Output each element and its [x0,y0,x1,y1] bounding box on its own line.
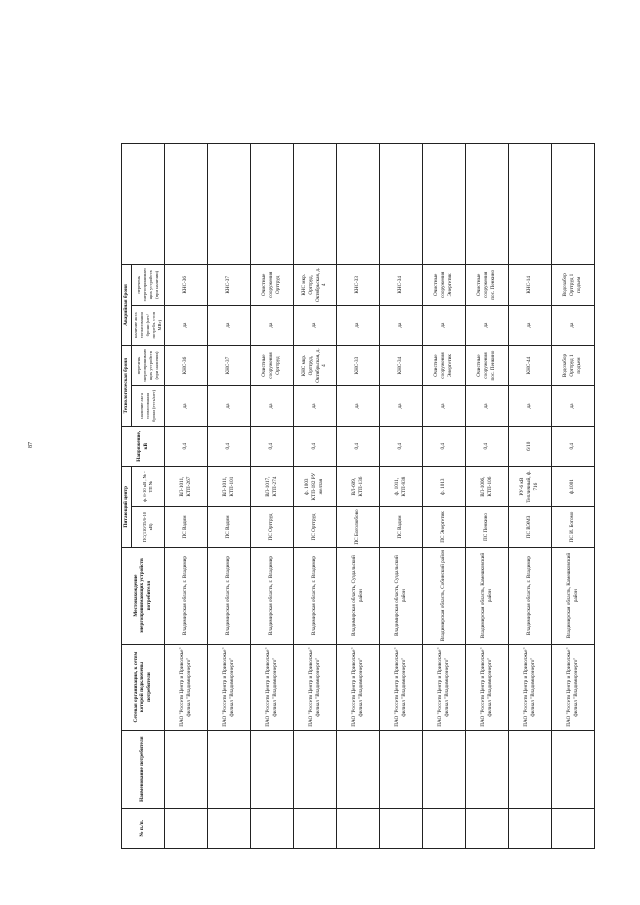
grid-org-cell: ПАО "Россети Центр и Приволжье" филиал "Владимирэнерго" [250,644,293,730]
tech-list-cell: КНС-33 [336,345,379,385]
emerg-list-cell: Водозабор Орттруд 1 подъем [551,265,594,305]
empty-num [465,808,508,848]
tech-act-cell: да [336,386,379,426]
empty-num [422,808,465,848]
tech-act-cell: да [293,386,336,426]
location-cell: Владимирская область, Суздальский район [336,547,379,644]
emerg-list-cell: КНС-14 [508,265,551,305]
header-location: Местонахождение энергопринимающих устройств потребителя [122,547,165,644]
empty-num [250,808,293,848]
empty-num [293,808,336,848]
voltage-cell: 0,4 [551,426,594,466]
spacer-cell [379,144,422,265]
header-tech-armor: Технологическая броня [122,345,132,426]
header-row [122,144,132,849]
emerg-list-cell: Очистные сооружения пос. Пенкино [465,265,508,305]
feed-ps-cell: ПС Вадим [379,507,422,547]
voltage-cell: 0,4 [207,426,250,466]
empty-consumer [164,730,207,808]
feed-line-cell: ВЛ-1006, КТП-106 [465,466,508,506]
spacer-cell [207,144,250,265]
location-cell: Владимирская область, Камешковский район [465,547,508,644]
spacer-cell [164,144,207,265]
feed-line-cell: РУ-6 кВ Тепличный, ф. 716 [508,466,551,506]
emerg-list-cell: КНС-34 [379,265,422,305]
emerg-list-cell: КНС мкр. Орттруд, Октябрьская, д. 4 [293,265,336,305]
emerg-act-cell: да [250,305,293,345]
feed-ps-cell: ПС Пенкино [465,507,508,547]
location-cell: Владимирская область, Камешковский район [551,547,594,644]
tech-act-cell: да [465,386,508,426]
feed-ps-cell: ПС Вадим [207,507,250,547]
header-tech-act: наличие акта согласования брони (есть/нет) [131,386,164,426]
table-row [250,144,293,849]
feed-line-cell: ВЛ-1011, КТП-101 [207,466,250,506]
spacer-cell [250,144,293,265]
emerg-act-cell: да [293,305,336,345]
empty-num [336,808,379,848]
grid-org-cell: ПАО "Россети Центр и Приволжье" филиал "Владимирэнерго" [465,644,508,730]
feed-line-cell: ф. 1011, КТП-838 [379,466,422,506]
emerg-list-cell: КНС-36 [164,265,207,305]
spacer-cell [293,144,336,265]
empty-consumer [465,730,508,808]
grid-org-cell: ПАО "Россети Центр и Приволжье" филиал "Владимирэнерго" [207,644,250,730]
grid-org-cell: ПАО "Россети Центр и Приволжье" филиал "Владимирэнерго" [551,644,594,730]
feed-ps-cell: ПС И. Богомо [551,507,594,547]
document-table-area [121,143,612,849]
voltage-cell: 0,4 [336,426,379,466]
table-row [293,144,336,849]
tech-list-cell: КНС-44 [508,345,551,385]
emerg-act-cell: да [164,305,207,345]
feed-line-cell: ф. 1003 КТП-182 РУ желтая [293,466,336,506]
feed-line-cell: ВЛ-609, КТП-136 [336,466,379,506]
table-row [379,144,422,849]
location-cell: Владимирская область, Суздальский район [379,547,422,644]
table-row [336,144,379,849]
rotated-table [121,143,612,849]
grid-org-cell: ПАО "Россети Центр и Приволжье" филиал "Владимирэнерго" [508,644,551,730]
page-number: 87 [28,442,34,448]
header-grid-org: Сетевая организация, к сетям которой подключены потребители [122,644,165,730]
empty-consumer [250,730,293,808]
tech-list-cell: Очистные сооружения пос. Пенкино [465,345,508,385]
header-emerg-armor: Аварийная броня [122,265,132,346]
tech-list-cell: КНС-37 [207,345,250,385]
emerg-act-cell: да [336,305,379,345]
header-emerg-act: наличие акта согласования брони (нет/потребл. стоп МВт) [131,305,164,345]
empty-consumer [336,730,379,808]
tech-act-cell: да [422,386,465,426]
voltage-cell: 0,4 [465,426,508,466]
feed-ps-cell: ПС ВЭМЗ [508,507,551,547]
grid-org-cell: ПАО "Россети Центр и Приволжье" филиал "Владимирэнерго" [422,644,465,730]
empty-num [164,808,207,848]
feed-line-cell: ВЛ-1017, КТП-274 [250,466,293,506]
location-cell: Владимирская область, Собинский район [422,547,465,644]
tech-act-cell: да [207,386,250,426]
feed-ps-cell: ПС Вадим [164,507,207,547]
header-num: № п./п. [122,808,165,848]
tech-list-cell: КНС-36 [164,345,207,385]
empty-num [551,808,594,848]
location-cell: Владимирская область, г. Владимир [250,547,293,644]
feed-line-cell: ф.1001 [551,466,594,506]
empty-consumer [508,730,551,808]
tech-list-cell: КНС мкр. Орттруд, Октябрьская, д. 4 [293,345,336,385]
grid-org-cell: ПАО "Россети Центр и Приволжье" филиал "Владимирэнерго" [336,644,379,730]
feed-line-cell: ф. 1013 [422,466,465,506]
voltage-cell: 0,4 [250,426,293,466]
tech-list-cell: Водозабор Орттруд 1 подъем [551,345,594,385]
table-row [207,144,250,849]
header-feed-center: Питающий центр [122,466,132,547]
voltage-cell: 6/10 [508,426,551,466]
header-feed-line: ф. 6-10 кВ , № - ТП № [131,466,164,506]
voltage-cell: 0,4 [293,426,336,466]
location-cell: Владимирская область, г. Владимир [508,547,551,644]
emerg-list-cell: КНС-37 [207,265,250,305]
tech-act-cell: да [551,386,594,426]
grid-org-cell: ПАО "Россети Центр и Приволжье" филиал "Владимирэнерго" [379,644,422,730]
grid-org-cell: ПАО "Россети Центр и Приволжье" филиал "Владимирэнерго" [164,644,207,730]
spacer-cell [551,144,594,265]
voltage-cell: 0,4 [422,426,465,466]
table-row [164,144,207,849]
feed-ps-cell: ПС Энергетик [422,507,465,547]
spacer-cell [508,144,551,265]
grid-org-cell: ПАО "Россети Центр и Приволжье" филиал "Владимирэнерго" [293,644,336,730]
tech-list-cell: КНС-34 [379,345,422,385]
empty-num [508,808,551,848]
emerg-list-cell: Очистные сооружения Орттруд [250,265,293,305]
empty-consumer [379,730,422,808]
tech-act-cell: да [250,386,293,426]
header-emerg-list: перечень энергопринимающих устройств (при наличии) [131,265,164,305]
emerg-act-cell: да [508,305,551,345]
table-row [422,144,465,849]
header-feed-ps: ПС(110/35/6-10 кВ) [131,507,164,547]
empty-consumer [293,730,336,808]
emerg-act-cell: да [551,305,594,345]
header-voltage: Напряжение, кВ [122,426,165,466]
emerg-act-cell: да [207,305,250,345]
header-tech-list: перечень энергопринимающих устройств (при наличии) [131,345,164,385]
tech-list-cell: Очистные сооружения Орттруд [250,345,293,385]
table-row [508,144,551,849]
tech-act-cell: да [508,386,551,426]
table-body [164,144,594,849]
spacer-cell [422,144,465,265]
emerg-list-cell: Очистные сооружения Энергетик [422,265,465,305]
feed-line-cell: ВЛ-1011, КТП-267 [164,466,207,506]
header-consumer: Наименование потребителя [122,730,165,808]
emerg-act-cell: да [422,305,465,345]
spacer-cell [336,144,379,265]
table-row [551,144,594,849]
emerg-list-cell: КНС-33 [336,265,379,305]
table-row [465,144,508,849]
location-cell: Владимирская область, г. Владимир [207,547,250,644]
emerg-act-cell: да [465,305,508,345]
empty-num [379,808,422,848]
header-spacer [122,144,165,265]
tech-act-cell: да [164,386,207,426]
tech-list-cell: Очистные сооружения Энергетик [422,345,465,385]
voltage-cell: 0,4 [164,426,207,466]
tech-act-cell: да [379,386,422,426]
empty-consumer [207,730,250,808]
location-cell: Владимирская область, г. Владимир [293,547,336,644]
emerg-act-cell: да [379,305,422,345]
location-cell: Владимирская область, г. Владимир [164,547,207,644]
spacer-cell [465,144,508,265]
feed-ps-cell: ПС Орттруд [250,507,293,547]
empty-consumer [422,730,465,808]
feed-ps-cell: ПС Боголюбово [336,507,379,547]
empty-consumer [551,730,594,808]
feed-ps-cell: ПС Орттруд [293,507,336,547]
empty-num [207,808,250,848]
voltage-cell: 0,4 [379,426,422,466]
reserve-table [121,143,595,849]
